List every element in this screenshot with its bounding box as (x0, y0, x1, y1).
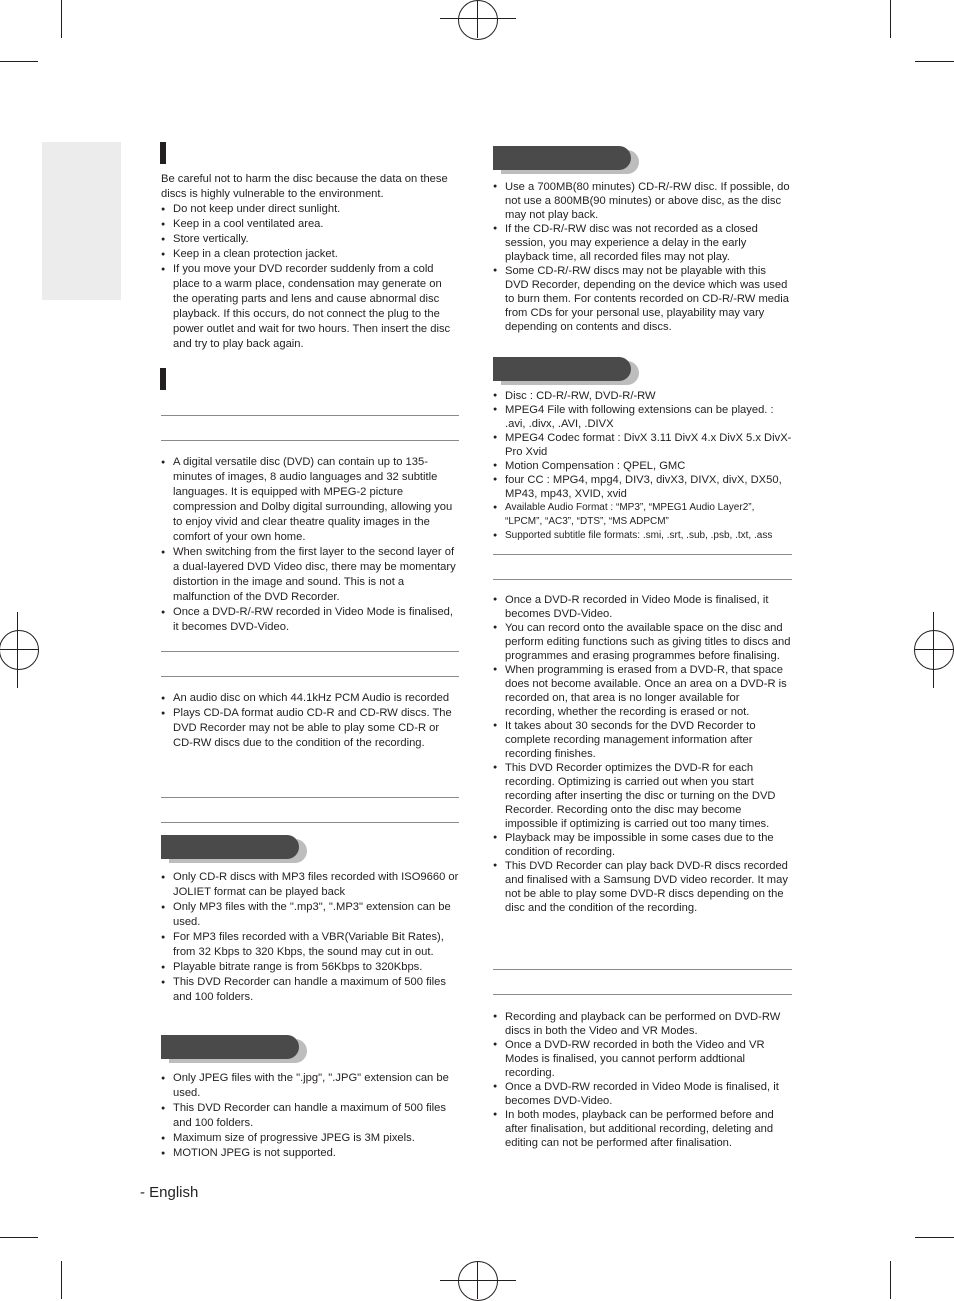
list-item: ● Keep in a clean protection jacket. (161, 247, 459, 262)
list-item: ● When programming is erased from a DVD-R, that space does not become available. Once an area on a DVD-R is recorded on, that area is no longer available for recording, whether the recording is erased or not. (493, 663, 792, 719)
divider (161, 797, 459, 798)
list-item: ● An audio disc on which 44.1kHz PCM Audio is recorded (161, 691, 459, 706)
jpeg-heading-bar (161, 1035, 299, 1059)
list-item: ● In both modes, playback can be performed before and after finalisation, but additional recording, deleting and editing can not be performed after finalisation. (493, 1108, 792, 1150)
list-item: ● four CC : MPG4, mpg4, DIV3, divX3, DIVX, divX, DX50, MP43, mp43, XVID, xvid (493, 473, 792, 501)
registration-mark (0, 649, 38, 650)
mp3-heading-bar (161, 835, 299, 859)
list-item: ● This DVD Recorder can play back DVD-R discs recorded and finalised with a Samsung DVD video recorder. It may not be able to play some DVD-R discs depending on the disc and the condition of the recording. (493, 859, 792, 915)
side-tab (42, 142, 121, 300)
crop-mark (0, 1237, 38, 1238)
list-item: ● Do not keep under direct sunlight. (161, 202, 459, 217)
list-item: ● Only JPEG files with the ".jpg", ".JPG" extension can be used. (161, 1071, 459, 1101)
list-item: ● Store vertically. (161, 232, 459, 247)
registration-mark (440, 18, 516, 19)
cd-rw-section (493, 180, 792, 334)
list-item: ● Use a 700MB(80 minutes) CD-R/-RW disc. If possible, do not use a 800MB(90 minutes) or above disc, as the disc may not play back. (493, 180, 792, 222)
crop-mark (890, 1261, 891, 1299)
registration-mark (440, 1280, 516, 1281)
registration-mark (17, 612, 18, 688)
list-item: ● This DVD Recorder optimizes the DVD-R for each recording. Optimizing is carried out when you start recording after inserting the disc or turning on the DVD Recorder. Recording onto the disc may become impossible if optimizing is carried out too many times. (493, 761, 792, 831)
list-item: ● MPEG4 Codec format : DivX 3.11 DivX 4.x DivX 5.x DivX-Pro Xvid (493, 431, 792, 459)
list-item: ● Once a DVD-RW recorded in Video Mode is finalised, it becomes DVD-Video. (493, 1080, 792, 1108)
list-item: ● Maximum size of progressive JPEG is 3M pixels. (161, 1131, 459, 1146)
crop-mark (915, 61, 954, 62)
list-item: ● Motion Compensation : QPEL, GMC (493, 459, 792, 473)
divider (493, 554, 792, 555)
list-item: ● Recording and playback can be performed on DVD-RW discs in both the Video and VR Modes. (493, 1010, 792, 1038)
divider (161, 651, 459, 652)
divider (493, 969, 792, 970)
divider (161, 822, 459, 823)
registration-mark (458, 1261, 498, 1301)
list-item: ● If you move your DVD recorder suddenly from a cold place to a warm place, condensation may generate on the operating parts and lens and cause abnormal disc playback. If this occurs, do not connect the plug to the power outlet and wait for two hours. Then insert the disc and try to play back again. (161, 262, 459, 352)
list-item: ● Once a DVD-R/-RW recorded in Video Mode is finalised, it becomes DVD-Video. (161, 605, 459, 635)
section-marker (160, 368, 166, 390)
registration-mark (915, 649, 954, 650)
list-item: ● Available Audio Format : “MP3”, “MPEG1 Audio Layer2”, “LPCM”, “AC3”, “DTS”, “MS ADPCM” (493, 501, 792, 529)
list-item: ● Some CD-R/-RW discs may not be playable with this DVD Recorder, depending on the device which was used to burn them. For contents recorded on CD-R/-RW media from CDs for your personal use, playability may vary depending on contents and discs. (493, 264, 792, 334)
list-item: ● Once a DVD-RW recorded in both the Video and VR Modes is finalised, you cannot perform addtional recording. (493, 1038, 792, 1080)
jpeg-section (161, 1071, 459, 1161)
disc-care-section (161, 172, 459, 352)
dvd-rw-section (493, 1010, 792, 1150)
list-item: ● You can record onto the available space on the disc and perform editing functions such as giving titles to discs and programmes and erasing programmes before finalising. (493, 621, 792, 663)
list-item: ● For MP3 files recorded with a VBR(Variable Bit Rates), from 32 Kbps to 320 Kbps, the sound may cut in out. (161, 930, 459, 960)
cd-rw-heading-bar (493, 146, 631, 170)
list-item: ● This DVD Recorder can handle a maximum of 500 files and 100 folders. (161, 975, 459, 1005)
dvd-r-section (493, 593, 792, 915)
dvd-video-section (161, 455, 459, 635)
disc-care-intro: Be careful not to harm the disc because the data on these discs is highly vulnerable to the environment. (161, 173, 448, 200)
list-item: ● Playback may be impossible in some cases due to the condition of recording. (493, 831, 792, 859)
list-item: ● Once a DVD-R recorded in Video Mode is finalised, it becomes DVD-Video. (493, 593, 792, 621)
list-item: ● Only CD-R discs with MP3 files recorded with ISO9660 or JOLIET format can be played back (161, 870, 459, 900)
registration-mark (914, 630, 954, 670)
list-item: ● Playable bitrate range is from 56Kbps to 320Kbps. (161, 960, 459, 975)
registration-mark (458, 0, 498, 40)
crop-mark (61, 1261, 62, 1299)
registration-mark (0, 630, 39, 670)
registration-mark (933, 612, 934, 688)
crop-mark (61, 0, 62, 38)
list-item: ● This DVD Recorder can handle a maximum of 500 files and 100 folders. (161, 1101, 459, 1131)
list-item: ● A digital versatile disc (DVD) can contain up to 135-minutes of images, 8 audio languages and 32 subtitle languages. It is equipped with MPEG-2 picture compression and Dolby digital surrounding, allowing you to enjoy vivid and clear theatre quality images in the comfort of your own home. (161, 455, 459, 545)
page-footer-label: - English (140, 1184, 199, 1201)
list-item: ● Disc : CD-R/-RW, DVD-R/-RW (493, 389, 792, 403)
list-item: ● When switching from the first layer to the second layer of a dual-layered DVD Video disc, there may be momentary distortion in the image and sound. This is not a malfunction of the DVD Recorder. (161, 545, 459, 605)
list-item: ● If the CD-R/-RW disc was not recorded as a closed session, you may experience a delay in the early playback time, all recorded files may not play. (493, 222, 792, 264)
audio-cd-section (161, 691, 459, 751)
registration-mark (477, 0, 478, 38)
divider (493, 994, 792, 995)
list-item: ● It takes about 30 seconds for the DVD Recorder to complete recording management information after recording finishes. (493, 719, 792, 761)
divider (161, 440, 459, 441)
crop-mark (0, 61, 38, 62)
crop-mark (915, 1237, 954, 1238)
list-item: ● Supported subtitle file formats: .smi, .srt, .sub, .psb, .txt, .ass (493, 529, 792, 543)
mpeg4-heading-bar (493, 357, 631, 381)
list-item: ● Plays CD-DA format audio CD-R and CD-RW discs. The DVD Recorder may not be able to play some CD-R or CD-RW discs due to the condition of the recording. (161, 706, 459, 751)
mpeg4-section (493, 389, 792, 543)
list-item: ● Only MP3 files with the ".mp3", ".MP3" extension can be used. (161, 900, 459, 930)
list-item: ● Keep in a cool ventilated area. (161, 217, 459, 232)
mp3-section (161, 870, 459, 1005)
divider (493, 579, 792, 580)
crop-mark (890, 0, 891, 38)
divider (161, 676, 459, 677)
section-marker (160, 142, 166, 164)
divider (161, 415, 459, 416)
list-item: ● MOTION JPEG is not supported. (161, 1146, 459, 1161)
list-item: ● MPEG4 File with following extensions can be played. : .avi, .divx, .AVI, .DIVX (493, 403, 792, 431)
